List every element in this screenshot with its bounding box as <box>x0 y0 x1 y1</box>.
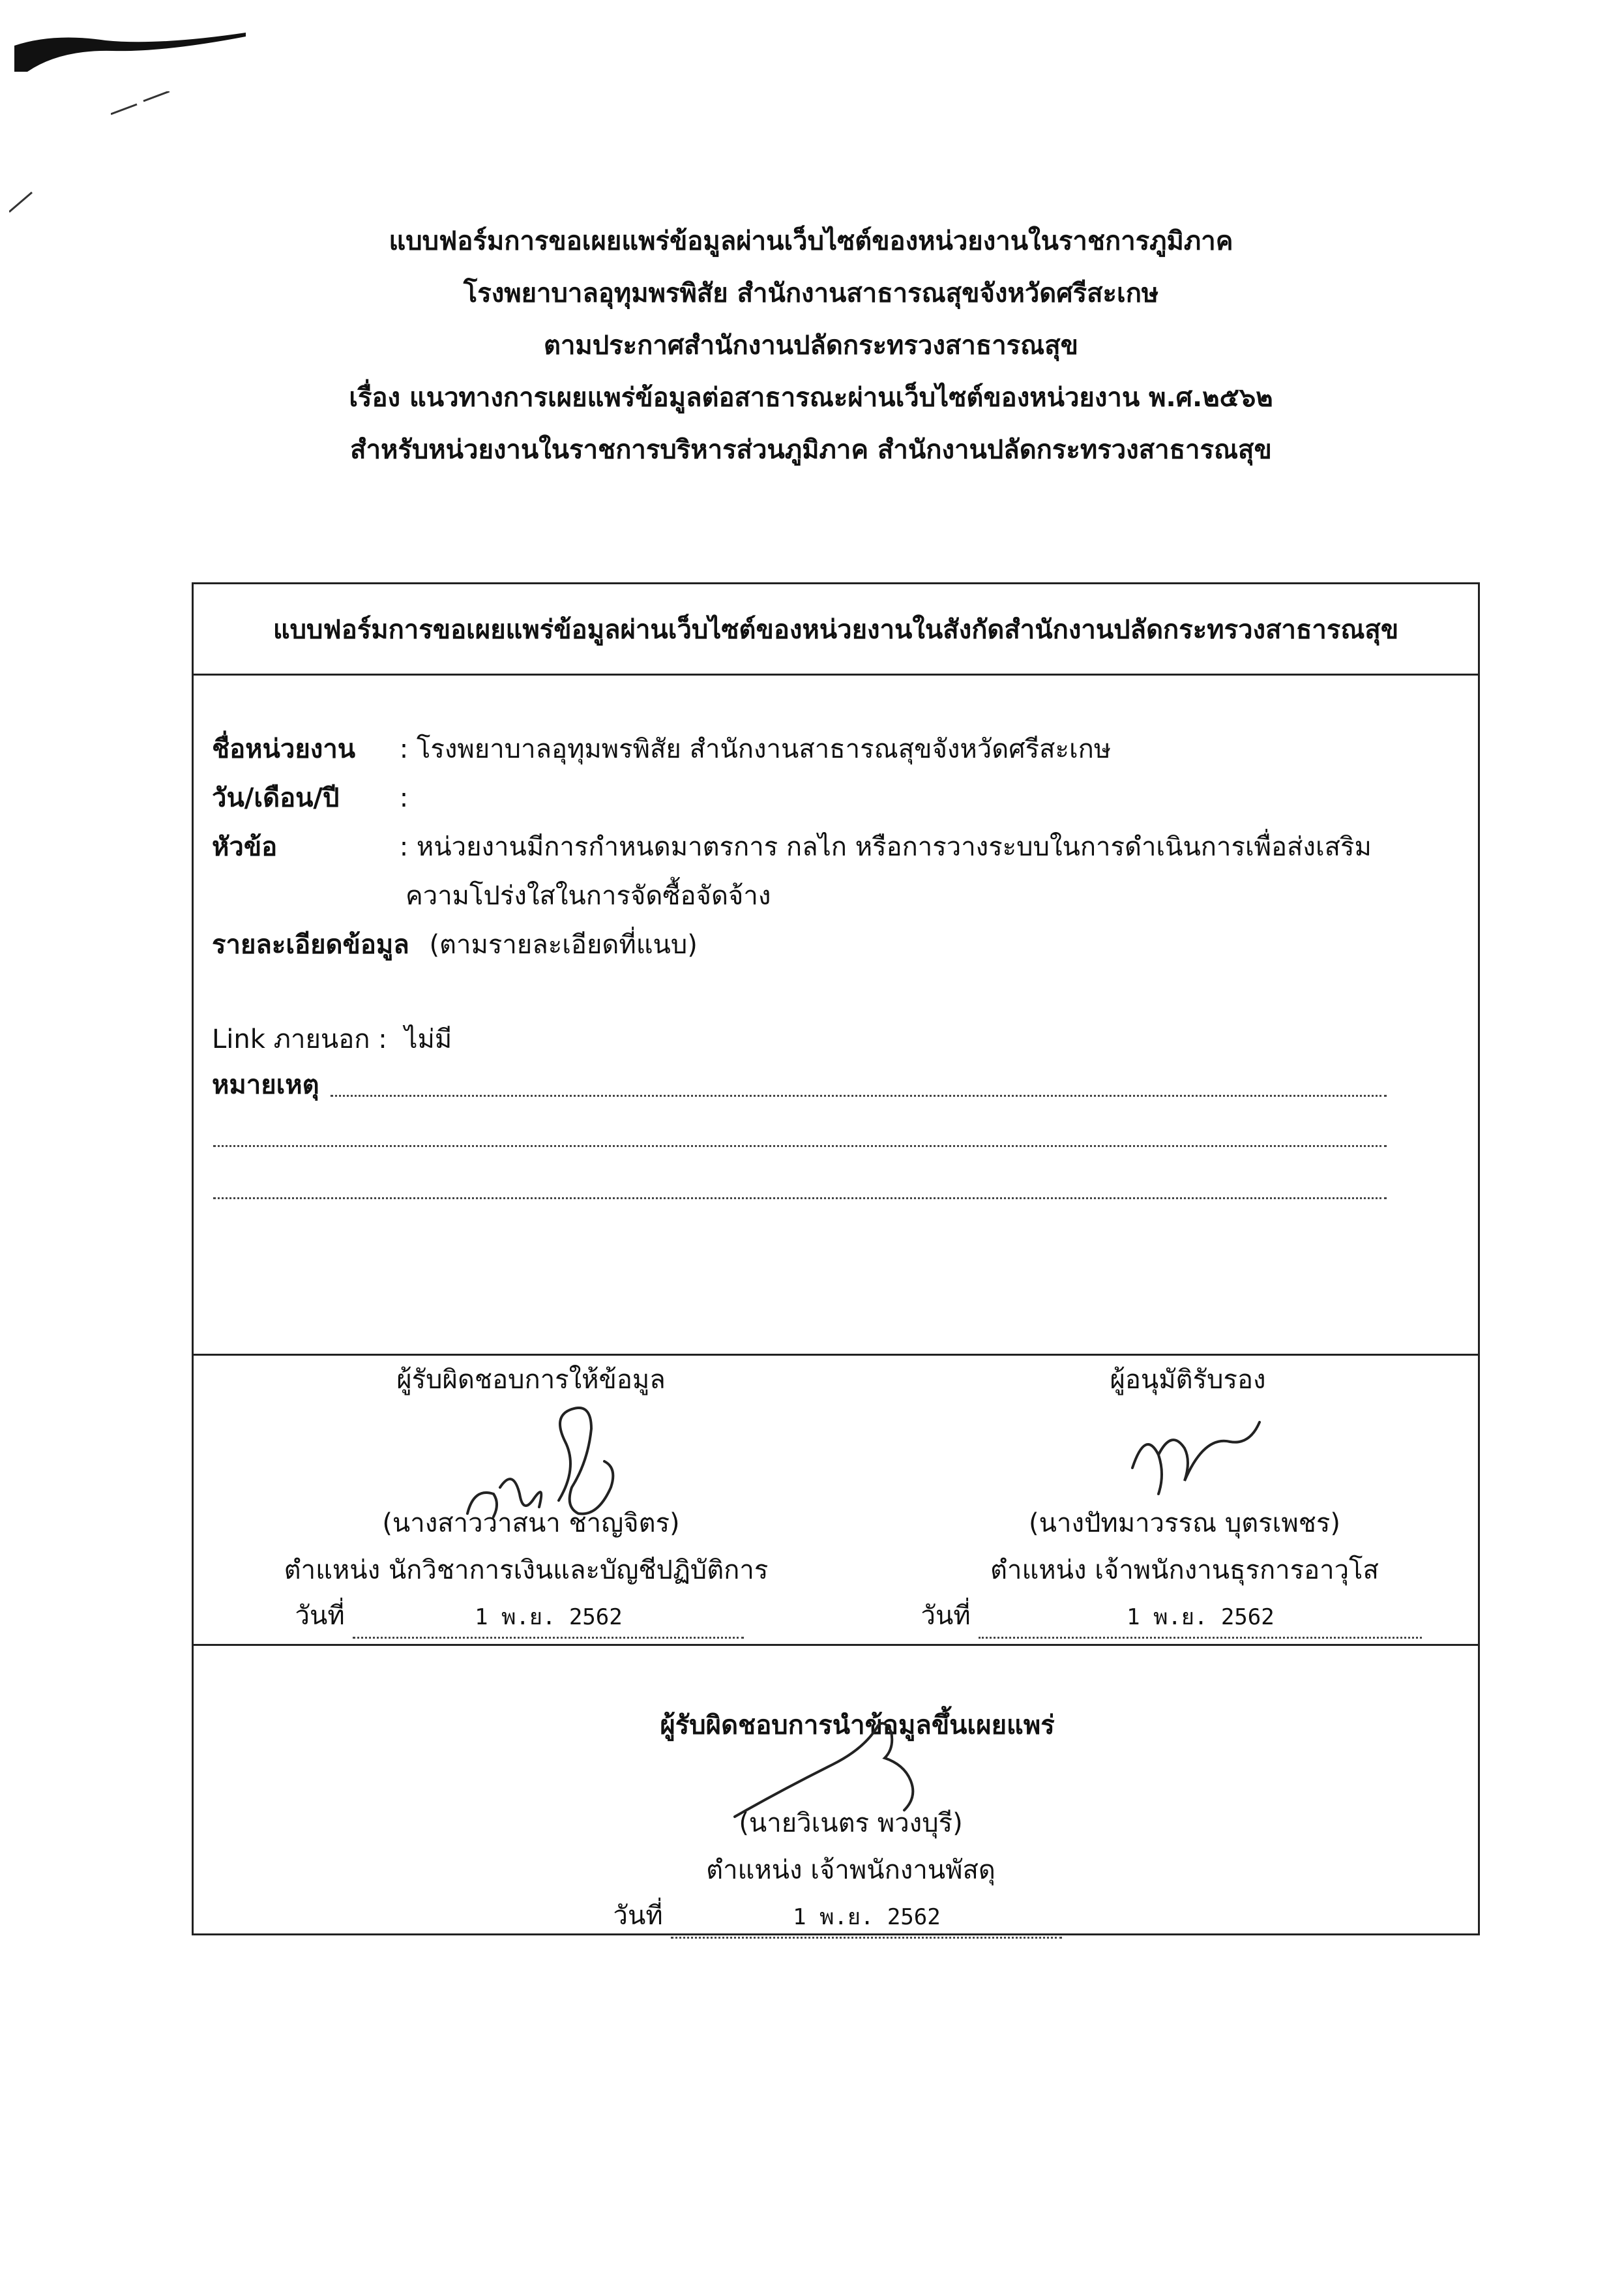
header-line-4: เรื่อง แนวทางการเผยแพร่ข้อมูลต่อสาธารณะผ่านเว็บไซต์ของหน่วยงาน พ.ศ.๒๕๖๒ <box>349 383 1273 413</box>
publisher-name: (นายวิเนตร พวงบุรี) <box>739 1808 963 1838</box>
responsible-name: (นางสาววาสนา ชาญจิตร) <box>382 1508 680 1538</box>
topic-row-2 <box>406 876 771 916</box>
approver-name: (นางปัทมาวรรณ บุตรเพชร) <box>1029 1508 1340 1538</box>
divider-publisher <box>194 1644 1478 1646</box>
publisher-date-value: 1 พ.ย. 2562 <box>671 1898 1062 1939</box>
responsible-position: ตำแหน่ง นักวิชาการเงินและบัญชีปฏิบัติการ <box>284 1555 769 1585</box>
date-label: วัน/เดือน/ปี <box>212 783 340 813</box>
topic-row <box>212 827 1372 867</box>
responsible-title: ผู้รับผิดชอบการให้ข้อมูล <box>396 1365 666 1395</box>
approver-block <box>846 1360 1497 1399</box>
header-line-2: โรงพยาบาลอุทุมพรพิสัย สำนักงานสาธารณสุขจังหวัดศรีสะเกษ <box>463 278 1159 308</box>
responsible-date-label: วันที่ <box>295 1601 345 1631</box>
approver-date-label: วันที่ <box>921 1601 971 1631</box>
agency-label: ชื่อหน่วยงาน <box>212 734 356 764</box>
publisher-info <box>194 1804 1482 1939</box>
remark-label: หมายเหตุ <box>212 1070 319 1100</box>
approver-signature <box>1119 1409 1269 1500</box>
remark-line-2 <box>213 1145 1387 1147</box>
scan-speck <box>9 189 35 215</box>
approver-date-value: 1 พ.ย. 2562 <box>979 1598 1422 1639</box>
detail-row <box>212 925 698 964</box>
responsible-date <box>295 1596 745 1639</box>
scan-speck <box>111 91 170 117</box>
divider-signatures <box>194 1354 1478 1356</box>
scan-edge-mark <box>14 26 246 72</box>
agency-row <box>212 730 1111 769</box>
responsible-date-value: 1 พ.ย. 2562 <box>353 1598 744 1639</box>
remark-line-1 <box>331 1095 1387 1097</box>
header-line-3: ตามประกาศสำนักงานปลัดกระทรวงสาธารณสุข <box>543 331 1079 361</box>
responsible-signature <box>441 1390 676 1520</box>
publisher-date <box>613 1896 1063 1939</box>
detail-value: (ตามรายละเอียดที่แนบ) <box>429 930 698 960</box>
publisher-title: ผู้รับผิดชอบการนำข้อมูลขึ้นเผยแพร่ <box>660 1710 1055 1740</box>
publisher-date-label: วันที่ <box>613 1901 663 1931</box>
topic-label: หัวข้อ <box>212 832 278 862</box>
approver-info <box>846 1504 1497 1639</box>
remark-row <box>212 1066 319 1105</box>
form-box <box>192 582 1480 1935</box>
approver-position: ตำแหน่ง เจ้าพนักงานธุรการอาวุโส <box>990 1555 1379 1585</box>
remark-line-3 <box>213 1197 1387 1199</box>
approver-date <box>921 1596 1423 1639</box>
agency-value: : โรงพยาบาลอุทุมพรพิสัย สำนักงานสาธารณสุขจังหวัดศรีสะเกษ <box>399 734 1112 764</box>
topic-value-line1: : หน่วยงานมีการกำหนดมาตรการ กลไก หรือการวางระบบในการดำเนินการเพื่อส่งเสริม <box>399 832 1372 862</box>
approver-title: ผู้อนุมัติรับรอง <box>1110 1365 1266 1395</box>
responsible-info <box>194 1504 846 1639</box>
link-row <box>212 1020 452 1059</box>
date-row <box>212 779 408 818</box>
topic-value-line2: ความโปร่งใสในการจัดซื้อจัดจ้าง <box>406 881 771 911</box>
form-title: แบบฟอร์มการขอเผยแพร่ข้อมูลผ่านเว็บไซต์ของหน่วยงานในสังกัดสำนักงานปลัดกระทรวงสาธารณสุข <box>194 584 1478 676</box>
header-line-5: สำหรับหน่วยงานในราชการบริหารส่วนภูมิภาค สำนักงานปลัดกระทรวงสาธารณสุข <box>350 435 1272 465</box>
detail-label: รายละเอียดข้อมูล <box>212 930 409 960</box>
document-header <box>0 215 1622 476</box>
link-label: Link ภายนอก : <box>212 1024 387 1054</box>
date-value: : <box>399 783 409 813</box>
link-value: ไม่มี <box>404 1024 452 1054</box>
publisher-position: ตำแหน่ง เจ้าพนักงานพัสดุ <box>706 1855 995 1885</box>
header-line-1: แบบฟอร์มการขอเผยแพร่ข้อมูลผ่านเว็บไซต์ของหน่วยงานในราชการภูมิภาค <box>389 226 1233 256</box>
